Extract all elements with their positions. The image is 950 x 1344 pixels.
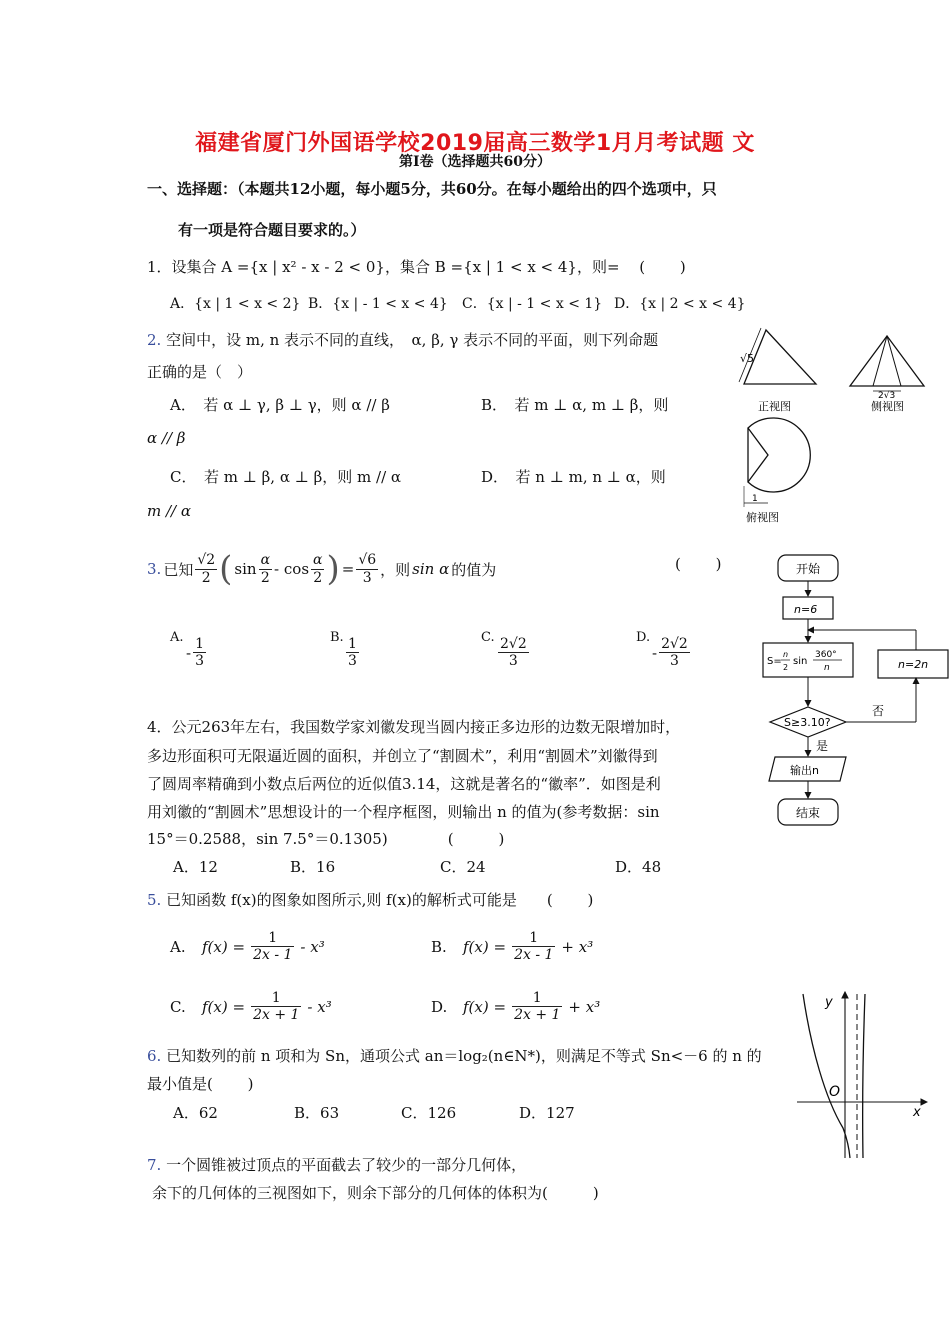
flow-no-label: 否 xyxy=(872,704,885,718)
flow-compute-s: S= xyxy=(767,656,782,667)
q5-number: 5. xyxy=(147,891,162,909)
side-view xyxy=(850,336,924,413)
q1-option-b: B．{x | - 1 < x < 4} xyxy=(308,296,448,312)
q3-prefix: 已知 xyxy=(163,560,194,579)
q2-option-d-cont: m // α xyxy=(147,502,191,520)
q4-option-a: A．12 xyxy=(173,858,218,876)
side-view-dim-2sqrt3: 2√3 xyxy=(878,391,896,401)
q3-sin: sin xyxy=(234,560,257,578)
curve-left xyxy=(803,994,850,1158)
q3-frac-sqrt6-3: $\frac{√6}{3}$ xyxy=(358,552,377,586)
page-title: 福建省厦门外国语学校2019届高三数学1月月考试题 文 xyxy=(195,131,755,156)
q3-paren: ( ) xyxy=(675,555,722,573)
flow-yes-label: 是 xyxy=(816,739,829,753)
q2-option-d: D． 若 n ⊥ m, n ⊥ α，则 xyxy=(481,468,666,486)
three-view-figure xyxy=(728,318,928,528)
q2-option-b: B． 若 m ⊥ α, m ⊥ β，则 xyxy=(481,396,669,414)
q1-option-d: D．{x | 2 < x < 4} xyxy=(614,296,746,312)
q3-cos: - cos xyxy=(274,560,310,578)
q3-frac-alpha-2a: $\frac{\alpha}{2}$ xyxy=(260,552,271,586)
q4-line4: 用刘徽的“割圆术”思想设计的一个程序框图，则输出 n 的值为(参考数据：sin xyxy=(147,803,660,821)
q4-line1: 4．公元263年左右，我国数学家刘徽发现当圆内接正多边形的边数无限增加时， xyxy=(147,718,681,736)
q2-option-a: A． 若 α ⊥ γ, β ⊥ γ，则 α // β xyxy=(170,396,390,414)
q2-stem-line1: 空间中，设 m, n 表示不同的直线， α, β, γ 表示不同的平面，则下列命题 xyxy=(166,331,659,349)
q2-option-c: C． 若 m ⊥ β, α ⊥ β，则 m // α xyxy=(170,468,402,486)
q1-stem: 1．设集合 A ={x | x² - x - 2 < 0}，集合 B ={x | 1 < x < 4}，则= ( ) xyxy=(147,258,686,276)
q2-number: 2. xyxy=(147,331,162,349)
top-view-dim-1: 1 xyxy=(752,494,758,504)
q3-option-d-label: D. xyxy=(636,630,651,645)
q6-number: 6. xyxy=(147,1047,162,1065)
q6-line1: 已知数列的前 n 项和为 Sn，通项公式 an＝log₂(n∈N*)，则满足不等式 Sn<－6 的 n 的 xyxy=(166,1047,762,1065)
q7-line1: 一个圆锥被过顶点的平面截去了较少的一部分几何体， xyxy=(166,1156,527,1174)
q2-stem-line2: 正确的是（ ） xyxy=(147,363,253,381)
q2-option-b-cont: α // β xyxy=(147,429,186,447)
front-view-label: 正视图 xyxy=(758,400,791,413)
q4-option-d: D．48 xyxy=(615,858,662,876)
q6-option-a: A．62 xyxy=(173,1104,218,1122)
section-heading-line2: 有一项是符合题目要求的。） xyxy=(178,221,366,239)
flow-init-label: n=6 xyxy=(794,603,818,616)
q5-stem: 已知函数 f(x)的图象如图所示,则 f(x)的解析式可能是 ( ) xyxy=(166,891,594,909)
q1-option-a: A．{x | 1 < x < 2} xyxy=(170,296,301,312)
side-view-label: 侧视图 xyxy=(871,400,904,413)
q3-frac-alpha-2b: $\frac{\alpha}{2}$ xyxy=(313,552,323,586)
flow-output-label: 输出n xyxy=(790,764,819,777)
flow-compute-2: 2 xyxy=(783,663,789,672)
function-graph xyxy=(795,988,935,1160)
q7-line2: 余下的几何体的三视图如下，则余下部分的几何体的体积为( ) xyxy=(152,1184,599,1202)
q1-option-c: C．{x | - 1 < x < 1} xyxy=(462,296,603,312)
origin-label: O xyxy=(829,1084,841,1100)
q6-option-c: C．126 xyxy=(401,1104,457,1122)
q3-number: 3. xyxy=(147,560,162,578)
flow-compute-360: 360° xyxy=(815,650,837,660)
q5-option-b: B. f(x) = $\frac{1}{2x - 1}$ + x³ xyxy=(431,930,594,964)
flow-start-label: 开始 xyxy=(796,562,821,576)
q5-option-c: C. f(x) = $\frac{1}{2x + 1}$ - x³ xyxy=(170,990,332,1024)
top-view-label: 俯视图 xyxy=(746,511,779,524)
flow-decision-label: S≥3.10? xyxy=(784,716,831,729)
q3-option-b: $\frac{1}{3}$ xyxy=(348,636,357,670)
q4-option-c: C．24 xyxy=(440,858,486,876)
q3-option-c-label: C. xyxy=(481,630,495,645)
q5-option-d: D. f(x) = $\frac{1}{2x + 1}$ + x³ xyxy=(431,990,601,1024)
q3-sin-alpha: sin α xyxy=(412,560,450,578)
q3-then: ，则 xyxy=(380,560,411,579)
q4-option-b: B．16 xyxy=(290,858,336,876)
front-view-dim-sqrt5: √5 xyxy=(740,352,755,365)
q5-option-a: A. f(x) = $\frac{1}{2x - 1}$ - x³ xyxy=(170,930,325,964)
x-axis-label: x xyxy=(913,1105,921,1120)
q3-frac-sqrt2-2: $\frac{√2}{2}$ xyxy=(197,552,216,586)
front-view xyxy=(739,328,816,413)
q4-line3: 了圆周率精确到小数点后两位的近似值3.14，这就是著名的“徽率”．如图是利 xyxy=(147,775,661,793)
y-axis-label: y xyxy=(825,995,833,1010)
q4-line2: 多边形面积可无限逼近圆的面积，并创立了“割圆术”，利用“割圆术”刘徽得到 xyxy=(147,747,658,765)
q4-line5: 15°＝0.2588，sin 7.5°＝0.1305) ( ) xyxy=(147,830,505,848)
page-subtitle: 第Ⅰ卷（选择题共60分） xyxy=(398,154,552,170)
flow-compute-sin: sin xyxy=(793,656,808,667)
q6-line2: 最小值是( ) xyxy=(147,1075,254,1093)
q6-option-b: B．63 xyxy=(294,1104,340,1122)
q3-option-a: - $\frac{1}{3}$ xyxy=(186,636,204,670)
flow-update-label: n=2n xyxy=(898,658,929,671)
section-heading-line1: 一、选择题：（本题共12小题，每小题5分，共60分。在每小题给出的四个选项中，只 xyxy=(147,180,717,198)
q3-suffix: 的值为 xyxy=(451,560,497,579)
curve-right xyxy=(863,994,865,1158)
q7-number: 7. xyxy=(147,1156,162,1174)
q3-option-a-label: A. xyxy=(170,630,184,645)
q3-stem: 3. 已知 $\frac{√2}{2}$ ( sin $\frac{\alpha}{2}$ - cos $\frac{\alpha}{2}$ ) = $\frac{√6}{3}$ ，则 sin α 的值为 xyxy=(147,549,497,589)
flow-end-label: 结束 xyxy=(796,806,821,820)
q3-option-c: $\frac{2√2}{3}$ xyxy=(500,636,527,670)
flowchart xyxy=(760,550,950,828)
top-view xyxy=(744,418,810,524)
flow-compute-den: n xyxy=(824,663,830,673)
q6-option-d: D．127 xyxy=(519,1104,575,1122)
q3-option-d: - $\frac{2√2}{3}$ xyxy=(652,636,688,670)
flow-compute-n: n xyxy=(783,650,789,659)
q3-option-b-label: B. xyxy=(330,630,344,645)
